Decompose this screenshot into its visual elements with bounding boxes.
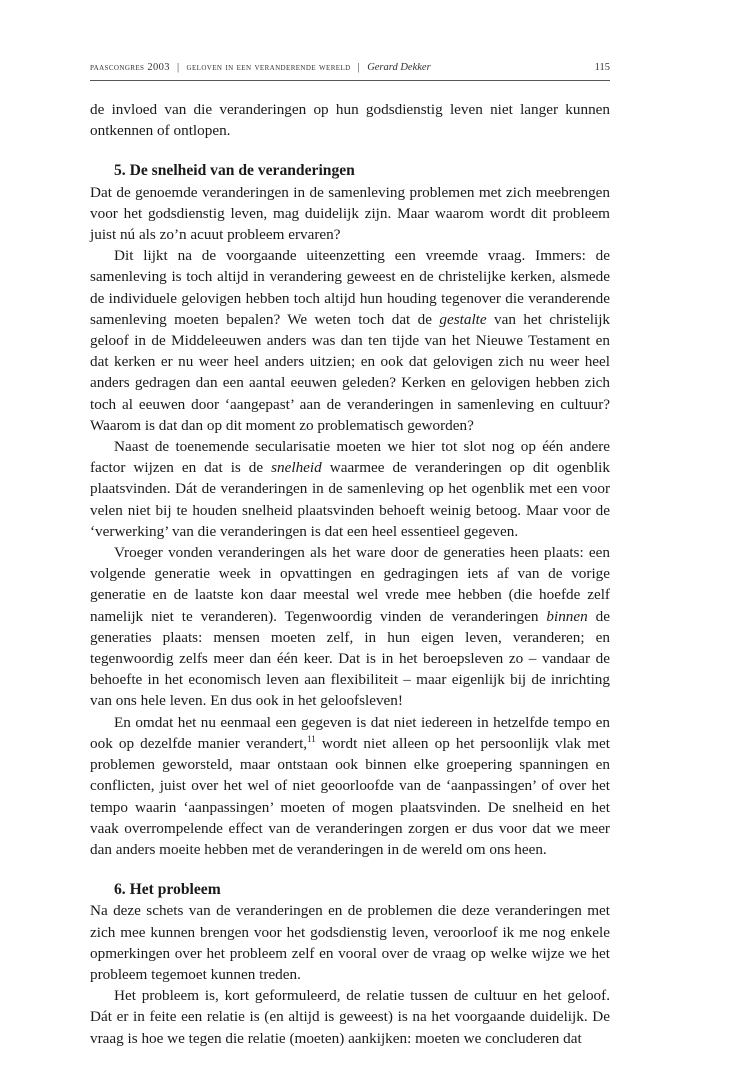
emphasis: binnen (546, 607, 588, 625)
text-run: wordt niet alleen op het persoonlijk vlak met problemen geworsteld, maar ontstaan ook binnen elke groepering spanningen en conflicten, juist over het wel of niet geoorloofde van de ‘aanpassingen’ of over het tempo waarin ‘aanpassingen’ moeten of mogen plaatsvinden. De snelheid en het vaak overrompelende effect van de veranderingen zorgen er dus voor dat we meer dan anders moeite hebben met de veranderingen in de wereld om ons heen. (90, 734, 610, 858)
section-5-paragraph-1: Dat de genoemde veranderingen in de samenleving problemen met zich meebrengen voor het godsdienstig leven, mag duidelijk zijn. Maar waarom wordt dit probleem juist nú als zo’n acuut probleem ervaren? (90, 183, 610, 244)
section-gap (90, 860, 610, 879)
text-run: En omdat het nu eenmaal een gegeven is dat niet iedereen in hetzelfde tempo en ook op dezelfde manier verandert, (90, 713, 610, 752)
text-run: waarmee de veranderingen op dit ogenblik plaatsvinden. Dát de veranderingen in de samenleving op het ogenblik met een voor velen niet bij te houden snelheid plaatsvinden behoeft weinig betoog. Maar voor de ‘verwerking’ van die veranderingen is dat een heel essentieel gegeven. (90, 459, 610, 540)
section-gap (90, 141, 610, 160)
section-5-paragraph-5 (90, 712, 610, 860)
author-name: Gerard Dekker (367, 62, 431, 73)
theme-title: geloven in een veranderende wereld (186, 62, 351, 73)
section-5-paragraph-2 (90, 245, 610, 436)
footnote-reference: 11 (307, 733, 316, 744)
page-number: 115 (594, 62, 610, 73)
section-6-paragraph-2: Het probleem is, kort geformuleerd, de relatie tussen de cultuur en het geloof. Dát er in feite een relatie is (en altijd is geweest) is na het voorgaande duidelijk. De vraag is hoe we tegen die relatie (moeten) aankijken: moeten we concluderen dat (90, 987, 610, 1047)
journal-name: paascongres 2003 (90, 62, 170, 73)
emphasis: snelheid (271, 459, 322, 477)
emphasis: gestalte (439, 310, 487, 328)
text-run: van het christelijk geloof in de Middeleeuwen anders was dan ten tijde van het Nieuwe Testament en dat kerken er nu weer heel anders uitzien; en ook dat gelovigen zich nu weer heel anders gedragen dan een aantal eeuwen geleden? Kerken en gelovigen hebben zich toch al eeuwen door ‘aangepast’ aan de veranderingen in samenleving en cultuur? Waarom is dat dan op dit moment zo problematisch geworden? (90, 310, 611, 434)
head-separator: | (357, 62, 361, 73)
text-run: Dit lijkt na de voorgaande uiteenzetting een vreemde vraag. Immers: de samenleving is toch altijd in verandering geweest en de christelijke kerken, alsmede de individuele gelovigen hebben toch altijd hun houding tegenover die veranderende samenleving moeten bepalen? We weten toch dat de (90, 247, 610, 328)
text-run: de generaties plaats: mensen moeten zelf, in hun eigen leven, veranderen; en tegenwoordig zelfs meer dan één keer. Dat is in het beroepsleven zo – vandaar de behoefte in het economisch leven aan flexibiliteit – maar eigenlijk bij de inrichting van ons hele leven. En dus ook in het geloofsleven! (90, 607, 610, 710)
section-6-paragraph-1: Na deze schets van de veranderingen en de problemen die deze veranderingen met zich mee kunnen brengen voor het godsdienstig leven, veroorloof ik me nog enkele opmerkingen over het probleem zelf en vooral over de vraag op welke wijze we het probleem tegemoet kunnen treden. (90, 902, 610, 983)
body-text (90, 99, 610, 1049)
intro-paragraph: de invloed van die veranderingen op hun godsdienstig leven niet langer kunnen ontkennen of ontlopen. (90, 101, 610, 140)
running-head (90, 62, 610, 73)
head-separator: | (176, 62, 180, 73)
section-5-paragraph-3 (90, 436, 610, 542)
section-5-paragraph-4 (90, 542, 610, 712)
section-6-heading: 6. Het probleem (114, 881, 221, 899)
header-rule (90, 80, 610, 81)
text-run: Vroeger vonden veranderingen als het ware door de generaties heen plaats: een volgende generatie week in opvattingen en gedragingen iets af van de vorige generatie en de laatste kon daar meestal wel vrede mee hebben (die hoefde zelf namelijk niet te veranderen). Tegenwoordig vinden de veranderingen (90, 544, 610, 625)
section-5-heading: 5. De snelheid van de veranderingen (114, 162, 355, 180)
text-run: Naast de toenemende secularisatie moeten we hier tot slot nog op één andere factor wijzen en dat is de (90, 438, 610, 477)
